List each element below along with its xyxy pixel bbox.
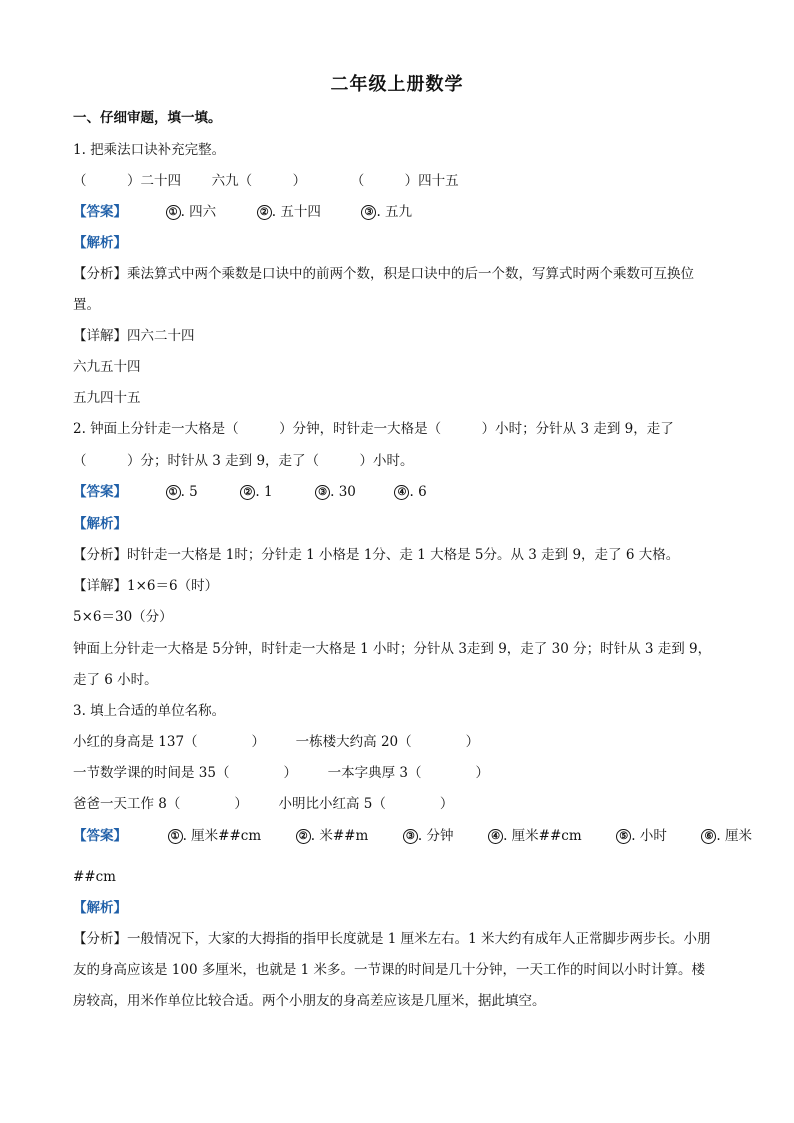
answer-number: ①: [166, 205, 181, 220]
q1-detail: [73, 326, 195, 346]
q3-analysis: [73, 929, 711, 949]
q1-detail-line: 六九五十四: [73, 359, 141, 375]
answer-text: . 厘米##cm: [503, 828, 582, 844]
q3-answer-3: [403, 826, 454, 846]
answer-text: . 分钟: [417, 828, 454, 844]
q1-analysis-text: 乘法算式中两个乘数是口诀中的前两个数，积是口诀中的后一个数，写算式时两个乘数可互换位: [127, 266, 694, 282]
q2-detail-line: 5×6＝30（分）: [73, 609, 173, 625]
q2-answer-row: [73, 482, 427, 502]
answer-number: ③: [403, 829, 418, 844]
analysis-label: 【解析】: [73, 900, 127, 916]
page-title: 二年级上册数学: [330, 74, 464, 95]
q1-blank-2: 六九（ ）: [211, 173, 307, 189]
answer-number: ②: [296, 829, 311, 844]
q1-stem: 1. 把乘法口诀补充完整。: [73, 142, 226, 158]
q2-answer-2: [240, 482, 272, 502]
q1-answer-1: [166, 202, 217, 222]
answer-text: . 6: [409, 484, 427, 500]
q2-detail-line: 走了 6 小时。: [73, 672, 158, 688]
answer-text: . 小时: [631, 828, 667, 844]
fenxi-label: 【分析】: [73, 266, 127, 282]
q1-analysis-cont: 置。: [73, 297, 100, 313]
analysis-label: 【解析】: [73, 235, 127, 251]
detail-label: 【详解】: [73, 578, 127, 594]
q3-item: 一栋楼大约高 20（ ）: [295, 734, 480, 750]
answer-number: ⑤: [616, 829, 631, 844]
q1-answer-3: [361, 202, 412, 222]
q3-analysis-line: 房较高，用米作单位比较合适。两个小朋友的身高差应该是几厘米，据此填空。: [73, 993, 546, 1009]
answer-label: 【答案】: [73, 204, 127, 220]
q3-answer-2: [296, 826, 369, 846]
answer-text: . 米##m: [310, 828, 369, 844]
answer-text: . 厘米: [716, 828, 753, 844]
answer-text: . 1: [255, 484, 273, 500]
q2-answer-4: [394, 482, 426, 502]
answer-label: 【答案】: [73, 484, 127, 500]
answer-number: ③: [315, 485, 330, 500]
answer-number: ①: [168, 829, 183, 844]
q3-answer-row: [73, 826, 752, 846]
q3-answer-5: [616, 826, 667, 846]
q3-answer-4: [488, 826, 582, 846]
q2-detail: [73, 576, 218, 596]
q3-item: 爸爸一天工作 8（ ）: [73, 796, 248, 812]
q1-blank-3: （ ）四十五: [350, 173, 459, 189]
q3-analysis-line: 友的身高应该是 100 多厘米，也就是 1 米多。一节课的时间是几十分钟，一天工作的时间以小时计算。楼: [73, 962, 706, 978]
q1-answer-2: [257, 202, 321, 222]
q1-blank-1: （ ）二十四: [73, 173, 181, 189]
answer-number: ②: [257, 205, 272, 220]
answer-number: ①: [166, 485, 181, 500]
q3-row: [73, 732, 479, 752]
q2-answer-3: [315, 482, 356, 502]
q3-answer-6: [701, 826, 752, 846]
fenxi-label: 【分析】: [73, 547, 127, 563]
q2-stem: 2. 钟面上分针走一大格是（ ）分钟，时针走一大格是（ ）小时；分针从 3 走到 9，走了: [73, 421, 674, 437]
q3-item: 一本字典厚 3（ ）: [327, 765, 489, 781]
q2-analysis: [73, 545, 679, 565]
analysis-label: 【解析】: [73, 516, 127, 532]
q3-item: 小明比小红高 5（ ）: [278, 796, 454, 812]
answer-number: ④: [488, 829, 503, 844]
q3-analysis-text: 一般情况下，大家的大拇指的指甲长度就是 1 厘米左右。1 米大约有成年人正常脚步两步长。小朋: [127, 931, 711, 947]
answer-text: . 5: [180, 484, 198, 500]
detail-label: 【详解】: [73, 328, 127, 344]
section-heading: 一、仔细审题，填一填。: [73, 110, 222, 126]
answer-number: ⑥: [701, 829, 716, 844]
answer-number: ④: [394, 485, 409, 500]
q2-detail-text: 1×6＝6（时）: [127, 578, 219, 594]
q2-analysis-text: 时针走一大格是 1时；分针走 1 小格是 1分、走 1 大格是 5分。从 3 走到 9，走了 6 大格。: [127, 547, 680, 563]
answer-number: ②: [240, 485, 255, 500]
q1-detail-line: 五九四十五: [73, 390, 141, 406]
q3-row: [73, 763, 489, 783]
q3-answer-1: [168, 826, 262, 846]
q3-item: 小红的身高是 137（ ）: [73, 734, 266, 750]
answer-text: . 四六: [180, 204, 217, 220]
answer-label: 【答案】: [73, 828, 127, 844]
q3-item: 一节数学课的时间是 35（ ）: [73, 765, 297, 781]
answer-number: ③: [361, 205, 376, 220]
q2-stem-cont: （ ）分；时针从 3 走到 9，走了（ ）小时。: [73, 453, 414, 469]
q1-analysis: [73, 264, 694, 284]
q1-answer-row: [73, 202, 412, 222]
answer-text: . 30: [330, 484, 356, 500]
q2-detail-line: 钟面上分针走一大格是 5分钟，时针走一大格是 1 小时；分针从 3走到 9，走了 30 分；时针从 3 走到 9，: [73, 641, 712, 657]
answer-text: . 五九: [376, 204, 413, 220]
fenxi-label: 【分析】: [73, 931, 127, 947]
q3-answer-cont: ##cm: [73, 869, 116, 885]
q1-detail-text: 四六二十四: [127, 328, 195, 344]
q2-answer-1: [166, 482, 198, 502]
answer-text: . 厘米##cm: [182, 828, 262, 844]
q3-stem: 3. 填上合适的单位名称。: [73, 703, 226, 719]
q3-row: [73, 794, 453, 814]
q1-blanks-row: [73, 171, 459, 191]
answer-text: . 五十四: [271, 204, 321, 220]
